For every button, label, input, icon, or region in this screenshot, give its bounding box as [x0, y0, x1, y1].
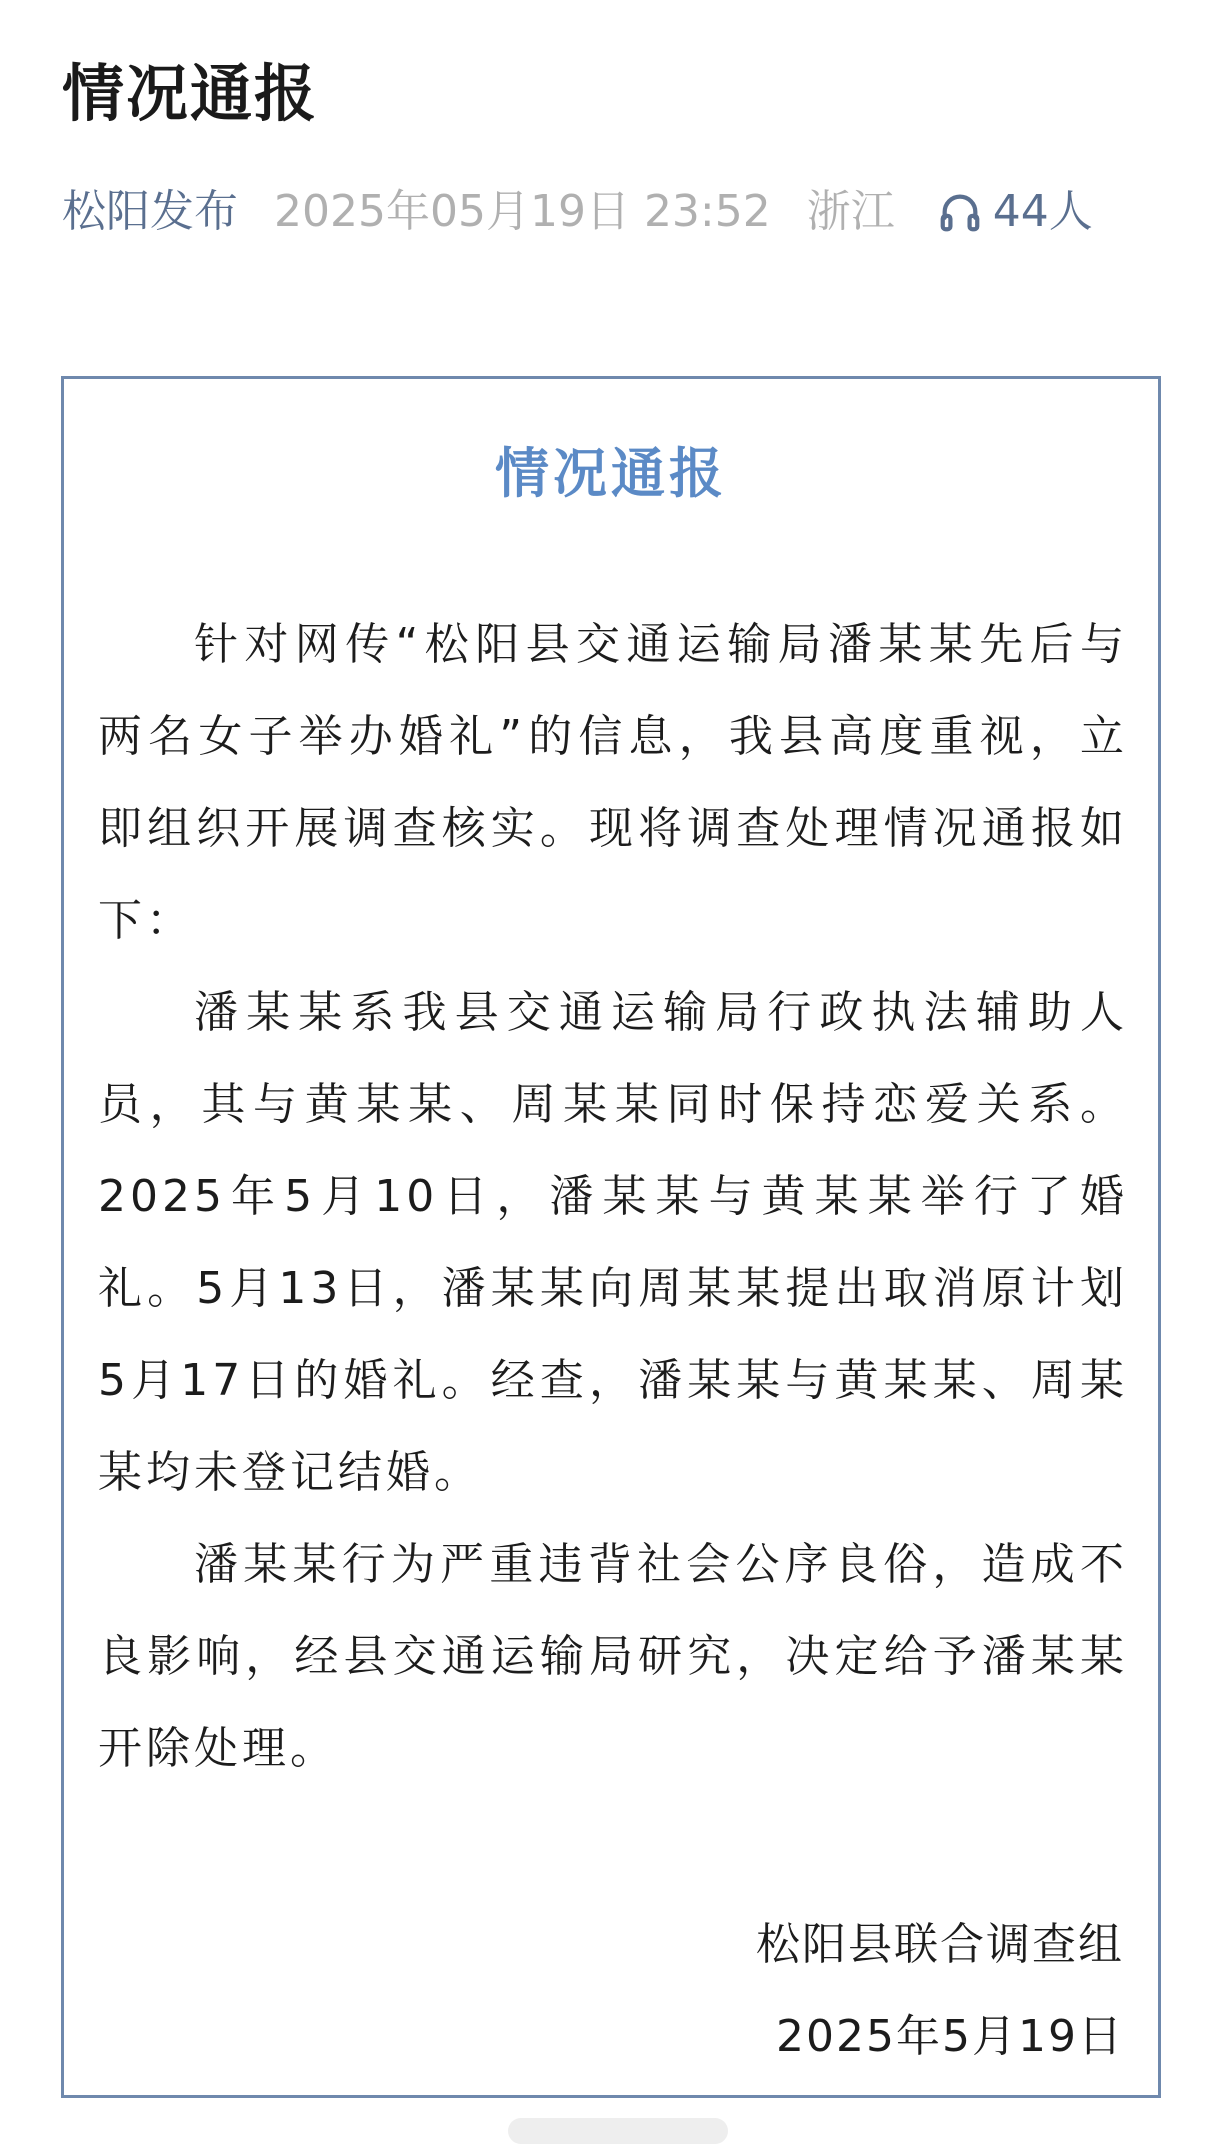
- source-account-link[interactable]: 松阳发布: [62, 186, 238, 237]
- article-meta: [62, 180, 1093, 244]
- listen-button[interactable]: [937, 180, 1093, 244]
- signature-block: [756, 1899, 1124, 2083]
- notice-paragraph: 针对网传“松阳县交通运输局潘某某先后与两名女子举办婚礼”的信息，我县高度重视，立即组织开展调查核实。现将调查处理情况通报如下：: [98, 619, 1128, 946]
- signature-org: 松阳县联合调查组: [756, 1919, 1124, 1970]
- listener-count: 44人: [992, 186, 1093, 237]
- notice-paragraph: 潘某某系我县交通运输局行政执法辅助人员，其与黄某某、周某某同时保持恋爱关系。2025年5月10日，潘某某与黄某某举行了婚礼。5月13日，潘某某向周某某提出取消原计划5月17日的婚礼。经查，潘某某与黄某某、周某某均未登记结婚。: [98, 987, 1128, 1498]
- publish-location: 浙江: [806, 186, 895, 237]
- notice-paragraph: 潘某某行为严重违背社会公序良俗，造成不良影响，经县交通运输局研究，决定给予潘某某开除处理。: [98, 1539, 1128, 1774]
- page-title: 情况通报: [62, 57, 319, 130]
- notice-title: 情况通报: [495, 442, 727, 505]
- notice-body: [98, 599, 1128, 1795]
- publish-datetime: 2025年05月19日 23:52: [274, 186, 771, 237]
- notice-image: [61, 376, 1161, 2098]
- watermark: [508, 2118, 728, 2144]
- signature-date: 2025年5月19日: [776, 2011, 1124, 2062]
- headphones-icon: [937, 189, 983, 235]
